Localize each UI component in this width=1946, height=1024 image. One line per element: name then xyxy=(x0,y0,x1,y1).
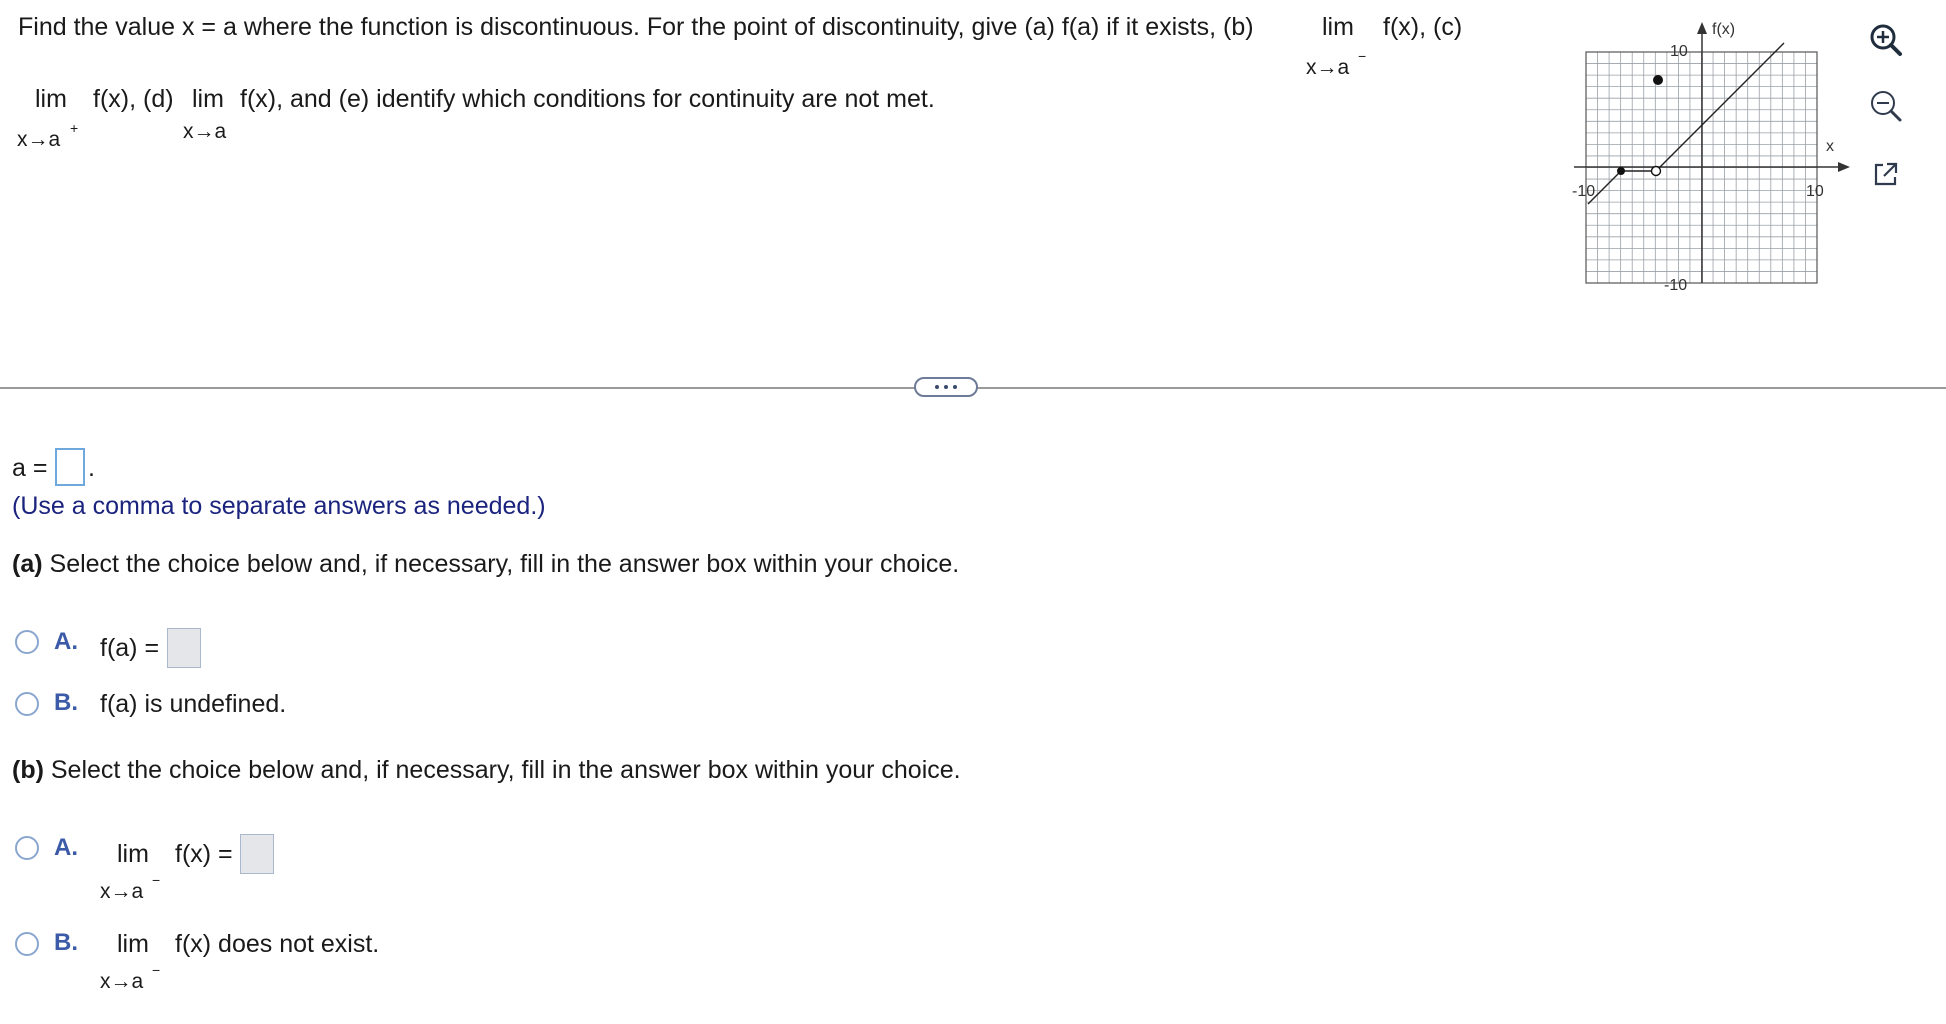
lim-superscript: − xyxy=(152,872,161,888)
x-axis-arrow xyxy=(1838,162,1850,172)
lim-word: lim xyxy=(192,85,224,113)
y-axis-label: f(x) xyxy=(1712,21,1736,38)
lim-word: lim xyxy=(35,85,67,113)
lim-word: lim xyxy=(1322,13,1354,41)
part-b-limit-input[interactable] xyxy=(240,834,274,874)
lim-subscript: x→a xyxy=(183,120,227,143)
part-b-instruction-text: Select the choice below and, if necessary, fill in the answer box within your choice. xyxy=(50,756,961,784)
part-a-prefix: (a) xyxy=(12,550,43,578)
part-b-option-b-text: f(x) does not exist. xyxy=(175,930,380,958)
lim-superscript: + xyxy=(70,120,79,136)
dot-icon xyxy=(935,385,939,389)
part-b-instruction xyxy=(12,755,961,785)
part-b-option-b-letter: B. xyxy=(54,929,78,956)
tick-label-y-max: 10 xyxy=(1670,43,1688,60)
part-a-instruction xyxy=(12,549,959,579)
lim-subscript: x→a xyxy=(100,970,144,993)
tick-label-x-max: 10 xyxy=(1806,183,1824,200)
part-b-option-a-radio[interactable] xyxy=(15,836,39,860)
graph-segment-right xyxy=(1656,43,1784,171)
part-b-option-a-text: f(x) = xyxy=(175,840,233,868)
lim-word: lim xyxy=(117,930,149,958)
lim-subscript: x→a xyxy=(17,128,61,151)
a-answer-input[interactable] xyxy=(55,448,85,486)
hint-text: (Use a comma to separate answers as needed.) xyxy=(12,492,546,520)
graph-point-isolated xyxy=(1653,75,1663,85)
part-a-option-a-text: f(a) = xyxy=(100,634,160,662)
graph-point-filled xyxy=(1617,167,1625,175)
part-b-prefix: (b) xyxy=(12,756,44,784)
tick-label-x-min: -10 xyxy=(1572,183,1596,200)
question-text: Find the value x = a where the function is discontinuous. For the point of discontinuity, give (a) f(a) if it exists, (b) xyxy=(18,13,1254,41)
popout-icon[interactable] xyxy=(1866,154,1906,194)
x-axis-label: x xyxy=(1826,138,1834,155)
dot-icon xyxy=(953,385,957,389)
a-label: a = xyxy=(12,454,48,482)
graph-point-open xyxy=(1652,167,1661,176)
part-a-option-b-text: f(a) is undefined. xyxy=(100,690,287,718)
part-a-option-a-radio[interactable] xyxy=(15,630,39,654)
part-a-instruction-text: Select the choice below and, if necessary, fill in the answer box within your choice. xyxy=(49,550,960,578)
tick-label-y-min: -10 xyxy=(1664,277,1688,294)
divider-handle[interactable] xyxy=(914,377,978,397)
part-a-fa-input[interactable] xyxy=(167,628,201,668)
a-period: . xyxy=(88,454,95,482)
lim-superscript: − xyxy=(152,962,161,978)
part-b-option-a-letter: A. xyxy=(54,834,78,861)
zoom-out-icon[interactable] xyxy=(1866,86,1906,126)
question-text: f(x), and (e) identify which conditions for continuity are not met. xyxy=(240,85,935,113)
y-axis-arrow xyxy=(1697,22,1707,34)
part-b-option-b-radio[interactable] xyxy=(15,932,39,956)
part-a-option-b-radio[interactable] xyxy=(15,692,39,716)
part-a-option-b-letter: B. xyxy=(54,689,78,716)
lim-subscript: x→a xyxy=(100,880,144,903)
lim-subscript: x→a xyxy=(1306,56,1350,79)
part-a-option-a-letter: A. xyxy=(54,628,78,655)
lim-superscript: − xyxy=(1358,48,1367,64)
dot-icon xyxy=(944,385,948,389)
question-text: f(x), (d) xyxy=(93,85,174,113)
question-text-tail: f(x), (c) xyxy=(1383,13,1463,41)
lim-word: lim xyxy=(117,840,149,868)
zoom-in-icon[interactable] xyxy=(1866,20,1906,60)
function-graph xyxy=(1560,8,1860,298)
